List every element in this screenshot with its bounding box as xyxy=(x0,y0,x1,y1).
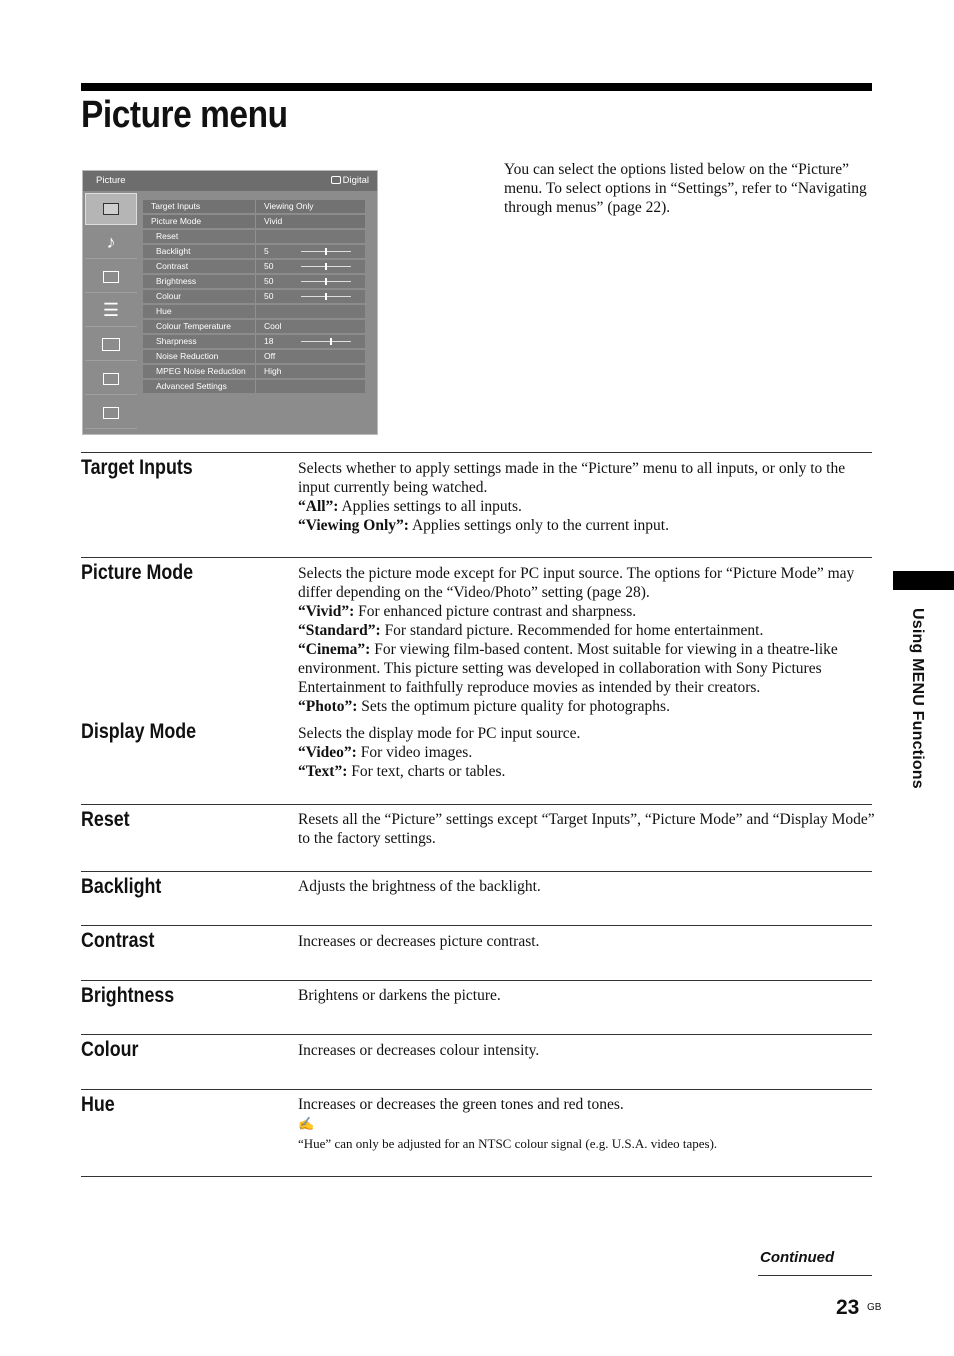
monitor-icon xyxy=(85,329,137,361)
term-hue: Hue xyxy=(81,1093,115,1116)
section-backlight xyxy=(81,871,872,898)
tv-menu-slider-knob xyxy=(325,248,327,255)
tv-menu-row-label: Reset xyxy=(143,230,256,243)
tv-menu-row xyxy=(143,350,365,363)
tv-menu-row-value xyxy=(256,305,298,318)
desc-contrast: Increases or decreases picture contrast. xyxy=(298,933,540,950)
tv-menu-row xyxy=(143,335,365,348)
tv-menu-row xyxy=(143,275,365,288)
tv-menu-row-value: Off xyxy=(264,351,276,361)
tv-menu-row-value: 50 xyxy=(264,291,274,301)
term-reset: Reset xyxy=(81,808,130,831)
tv-menu-row-value xyxy=(256,380,298,393)
tv-menu-title: Picture xyxy=(96,175,126,186)
tv-menu-slider-knob xyxy=(325,278,327,285)
music-note-icon: ♪ xyxy=(85,227,137,259)
hue-note: “Hue” can only be adjusted for an NTSC colour signal (e.g. U.S.A. video tapes). xyxy=(298,1136,718,1151)
term-display-mode: Display Mode xyxy=(81,720,197,743)
bottom-rule xyxy=(81,1176,872,1177)
tv-menu-row-label: Brightness xyxy=(143,275,256,288)
tv-menu-row xyxy=(143,245,365,258)
tv-menu-row xyxy=(143,200,365,213)
page-number: 23 xyxy=(836,1296,860,1319)
tv-menu-row-label: Picture Mode xyxy=(143,215,256,228)
tv-menu-row-value: 18 xyxy=(264,336,274,346)
section-brightness xyxy=(81,980,872,1007)
page-suffix: GB xyxy=(867,1302,882,1313)
input-b-icon xyxy=(85,397,137,429)
section-reset xyxy=(81,804,875,847)
section-hue xyxy=(81,1089,872,1151)
intro-text: You can select the options listed below on the “Picture” menu. To select options in “Settings”, refer to “Navigating through menus” (page 22). xyxy=(504,161,867,216)
tv-menu-row xyxy=(143,365,365,378)
term-brightness: Brightness xyxy=(81,984,175,1007)
tv-menu-row-label: Noise Reduction xyxy=(143,350,256,363)
tv-menu-row-label: Hue xyxy=(143,305,256,318)
tv-menu-slider xyxy=(301,281,351,282)
term-target-inputs: Target Inputs xyxy=(81,456,193,479)
continued-rule xyxy=(758,1275,872,1276)
desc-hue: Increases or decreases the green tones and red tones. ✍ “Hue” can only be adjusted for an NTSC colour signal (e.g. U.S.A. video tapes). xyxy=(298,1095,878,1152)
tv-menu-row-value: Viewing Only xyxy=(264,201,314,211)
tv-menu-row-label: Advanced Settings xyxy=(143,380,256,393)
tv-menu-row-value: 5 xyxy=(264,246,269,256)
tv-menu-row-value xyxy=(256,230,298,243)
term-contrast: Contrast xyxy=(81,929,155,952)
tv-menu-row-label: MPEG Noise Reduction xyxy=(143,365,256,378)
tv-menu-row-value: Cool xyxy=(264,321,282,331)
section-picture-mode xyxy=(81,557,872,780)
tv-menu-slider-knob xyxy=(325,263,327,270)
title-bar xyxy=(81,83,872,91)
list-icon: ☰ xyxy=(85,295,137,327)
tv-menu-header xyxy=(83,171,377,191)
tv-menu-row xyxy=(143,320,365,333)
continued-label: Continued xyxy=(760,1249,835,1266)
tv-menu-slider xyxy=(301,296,351,297)
desc-colour: Increases or decreases colour intensity. xyxy=(298,1042,540,1059)
side-tab-marker xyxy=(893,571,954,590)
section-colour xyxy=(81,1034,872,1061)
desc-picture-mode: Selects the picture mode except for PC input source. The options for “Picture Mode” may differ depending on the “Video/Photo” setting (page 28). “Vivid”: For enhanced picture contrast and sharpness. “Standard”: For standard picture. Recommended for home entertainment. “Cinema”: For viewing film-based content. Most suitable for viewing in a theatre-like environment. This picture setting was developed in collaboration with Sony Pictures Entertainment to faithfully reproduce movies as intended by their creators. “Photo”: Sets the optimum picture quality for photographs. xyxy=(298,565,855,715)
term-colour: Colour xyxy=(81,1038,139,1061)
tv-menu-row xyxy=(143,380,365,393)
tv-menu-row xyxy=(143,260,365,273)
desc-brightness: Brightens or darkens the picture. xyxy=(298,987,501,1004)
desc-target-inputs: Selects whether to apply settings made in the “Picture” menu to all inputs, or only to the input currently being watched. “All”: Applies settings to all inputs. “Viewing Only”: Applies settings only to the current input. xyxy=(298,460,846,534)
tv-menu-row-value: 50 xyxy=(264,276,274,286)
tv-menu-row-label: Colour xyxy=(143,290,256,303)
tv-menu-screenshot xyxy=(82,170,378,435)
tv-menu-row-value: High xyxy=(264,366,282,376)
tv-menu-row xyxy=(143,305,365,318)
desc-display-mode: Selects the display mode for PC input source. “Video”: For video images. “Text”: For text, charts or tables. xyxy=(298,725,581,780)
tv-menu-row-label: Contrast xyxy=(143,260,256,273)
tv-menu-row-value: Vivid xyxy=(264,216,283,226)
tv-menu-row-value: 50 xyxy=(264,261,274,271)
term-backlight: Backlight xyxy=(81,875,162,898)
desc-backlight: Adjusts the brightness of the backlight. xyxy=(298,878,541,895)
page-title: Picture menu xyxy=(81,94,288,136)
section-contrast xyxy=(81,925,872,952)
tv-menu-slider-knob xyxy=(330,338,332,345)
grid-icon xyxy=(85,261,137,293)
tv-menu-row xyxy=(143,290,365,303)
desc-reset: Resets all the “Picture” settings except “Target Inputs”, “Picture Mode” and “Display Mode” to the factory settings. xyxy=(298,811,875,847)
input-a-icon xyxy=(85,363,137,395)
tv-menu-slider xyxy=(301,251,351,252)
tv-menu-row-label: Sharpness xyxy=(143,335,256,348)
tv-menu-slider xyxy=(301,266,351,267)
tv-menu-row-label: Colour Temperature xyxy=(143,320,256,333)
picture-icon xyxy=(85,193,137,225)
term-picture-mode: Picture Mode xyxy=(81,561,194,584)
tv-menu-rows xyxy=(143,200,365,395)
tv-menu-slider-knob xyxy=(325,293,327,300)
side-tab-label: Using MENU Functions xyxy=(909,608,926,789)
source-icon xyxy=(331,176,341,184)
section-target-inputs xyxy=(81,452,872,534)
pencil-note-icon: ✍ xyxy=(298,1116,315,1131)
tv-menu-source-label: Digital xyxy=(342,175,369,186)
tv-menu-slider xyxy=(301,341,351,342)
tv-menu-row-label: Backlight xyxy=(143,245,256,258)
tv-menu-source xyxy=(331,175,369,186)
tv-menu-row xyxy=(143,215,365,228)
tv-menu-row-label: Target Inputs xyxy=(143,200,256,213)
tv-menu-row xyxy=(143,230,365,243)
tv-menu-sidebar xyxy=(85,193,137,433)
